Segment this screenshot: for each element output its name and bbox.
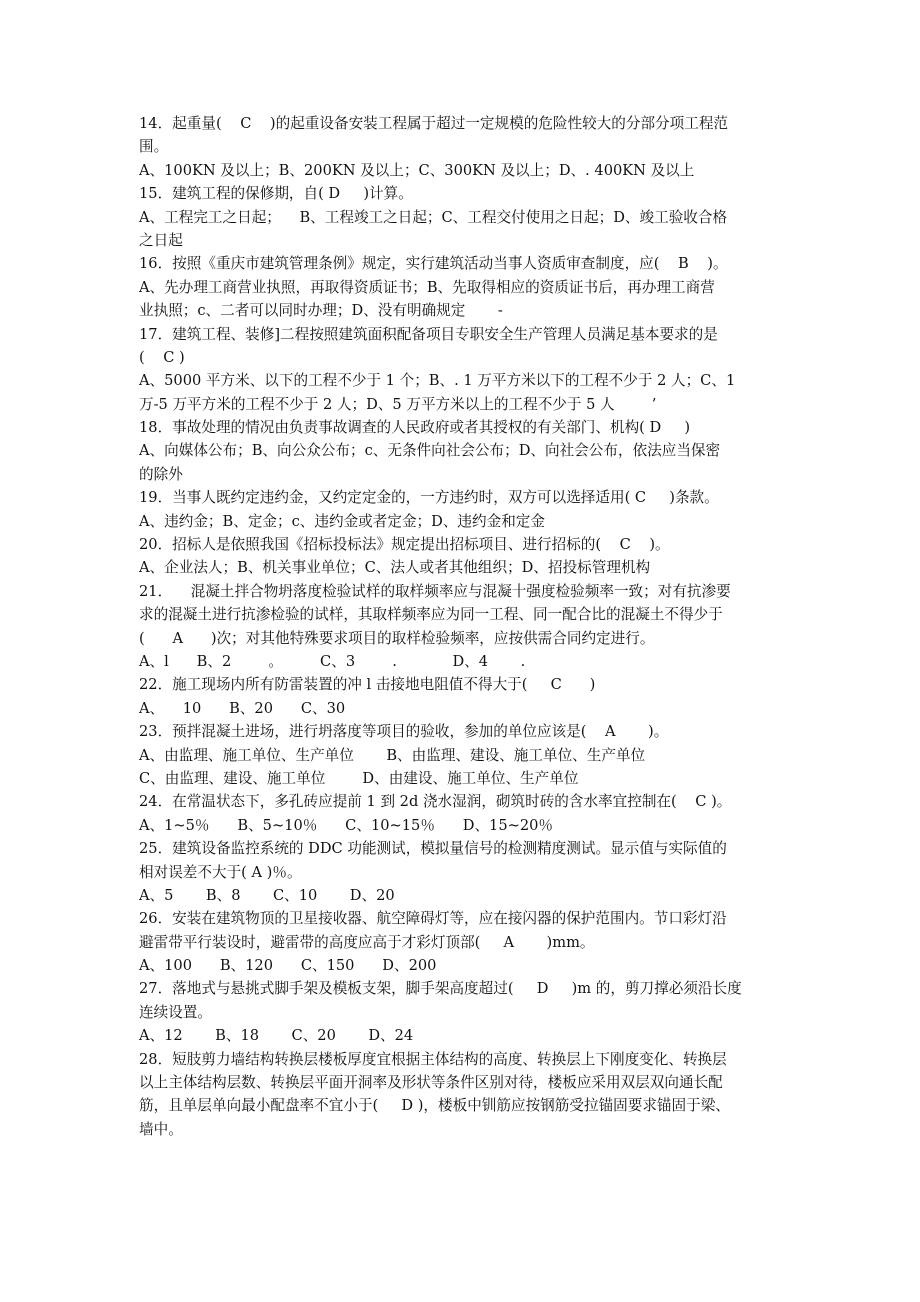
text-line: 连续设置。 [139, 1003, 212, 1021]
text-line: 17．建筑工程、装修]二程按照建筑面积配备项目专职安全生产管理人员满足基本要求的是 [139, 325, 718, 343]
text-line: A、企业法人；B、机关事业单位；C、法人或者其他组织；D、招投标管理机构 [139, 559, 651, 577]
text-line: 之日起 [139, 231, 183, 249]
document-body [139, 112, 789, 1141]
text-line: 16．按照《重庆市建筑管理条例》规定，实行建筑活动当事人资质审查制度，应( B )。 [139, 255, 728, 273]
text-line: A、违约金；B、定金；c、违约金或者定金；D、违约金和定金 [139, 512, 545, 530]
text-line: A、100 B、120 C、150 D、200 [139, 957, 437, 975]
text-line: A、 10 B、20 C、30 [139, 699, 346, 717]
text-line: 19．当事人既约定违约金，又约定定金的，一方违约时，双方可以选择适用( C )条款。 [139, 489, 719, 507]
text-line: ( A )次；对其他特殊要求项目的取样检验频率，应按供需合同约定进行。 [139, 629, 655, 647]
text-line: 22．施工现场内所有防雷装置的冲 l 击接地电阻值不得大于( C ) [139, 676, 596, 694]
text-line: 18．事故处理的情况由负责事故调查的人民政府或者其授权的有关部门、机构( D ) [139, 419, 691, 437]
text-line: A、100KN 及以上；B、200KN 及以上；C、300KN 及以上；D、. 400KN 及以上 [139, 161, 695, 179]
text-line: 筋，且单层单向最小配盘率不宜小于( D )，楼板中钏筋应按钢筋受拉锚固要求锚固于梁、 [139, 1097, 730, 1115]
text-line: 14．起重量( C )的起重设备安装工程属于超过一定规模的危险性较大的分部分项工程范 [139, 115, 729, 132]
text-line: A、由监理、施工单位、生产单位 B、由监理、建设、施工单位、生产单位 [139, 746, 646, 764]
text-line: 墙中。 [139, 1120, 183, 1138]
text-line: 26．安装在建筑物顶的卫星接收器、航空障碍灯等，应在接闪器的保护范围内。节口彩灯沿 [139, 910, 727, 928]
text-line: A、向媒体公布；B、向公众公布；c、无条件向社会公布；D、向社会公布，依法应当保密 [139, 442, 721, 460]
text-line: 15．建筑工程的保修期，自( D )计算。 [139, 185, 413, 203]
text-line: A、5 B、8 C、10 D、20 [139, 886, 395, 904]
text-line: 25．建筑设备监控系统的 DDC 功能测试，模拟量信号的检测精度测试。显示值与实际值的 [139, 840, 727, 858]
text-line: 以上主体结构层数、转换层平面开洞率及形状等条件区别对待，楼板应采用双层双向通长配 [139, 1074, 723, 1092]
text-line: 23．预拌混凝土进场，进行坍落度等项目的验收，参加的单位应该是( A )。 [139, 723, 669, 741]
text-line: A、先办理工商营业执照，再取得资质证书；B、先取得相应的资质证书后，再办理工商营 [139, 278, 715, 296]
text-line: A、1~5％ B、5~10％ C、10~15％ D、15~20％ [139, 816, 553, 834]
text-line: 27．落地式与悬挑式脚手架及模板支架，脚手架高度超过( D )m 的，剪刀撑必须沿长度 [139, 980, 742, 998]
text-line: 求的混凝土进行抗渗检验的试样，其取样频率应为同一工程、同一配合比的混凝土不得少于 [139, 606, 723, 624]
text-line: 业执照；c、二者可以同时办理；D、没有明确规定 - [139, 302, 503, 320]
text-line: 28．短肢剪力墙结构转换层楼板厚度宜根据主体结构的高度、转换层上下刚度变化、转换层 [139, 1050, 727, 1068]
text-line: A、l B、2 。 C、3 . D、4 . [139, 652, 526, 670]
text-line: 20．招标人是依照我国《招标投标法》规定提出招标项目、进行招标的( C )。 [139, 536, 670, 554]
text-line: 围。 [139, 138, 169, 156]
text-line: A、工程完工之日起； B、工程竣工之日起；C、工程交付使用之日起；D、竣工验收合格 [139, 208, 728, 226]
text-line: C、由监理、建设、施工单位 D、由建设、施工单位、生产单位 [139, 769, 579, 787]
text-line: 21． 混凝土拌合物坍落度检验试样的取样频率应与混凝十强度检验频率一致；对有抗渗要 [139, 582, 731, 600]
text-line: 避雷带平行装设时，避雷带的高度应高于才彩灯顶部( A )mm。 [139, 933, 595, 951]
text-line: 相对误差不大于( A )％。 [139, 863, 302, 881]
text-line: 万-5 万平方米的工程不少于 2 人；D、5 万平方米以上的工程不少于 5 人 ’ [139, 395, 657, 413]
text-line: ( C ) [139, 348, 185, 366]
text-line: 24．在常温状态下，多孔砖应提前 1 到 2d 浇水湿润，砌筑时砖的含水率宜控制在( C )。 [139, 793, 732, 811]
text-line: A、5000 平方米、以下的工程不少于 1 个；B、. 1 万平方米以下的工程不少于 2 人；C、1 [139, 372, 736, 390]
text-line: A、12 B、18 C、20 D、24 [139, 1027, 414, 1045]
text-line: 的除外 [139, 465, 183, 483]
